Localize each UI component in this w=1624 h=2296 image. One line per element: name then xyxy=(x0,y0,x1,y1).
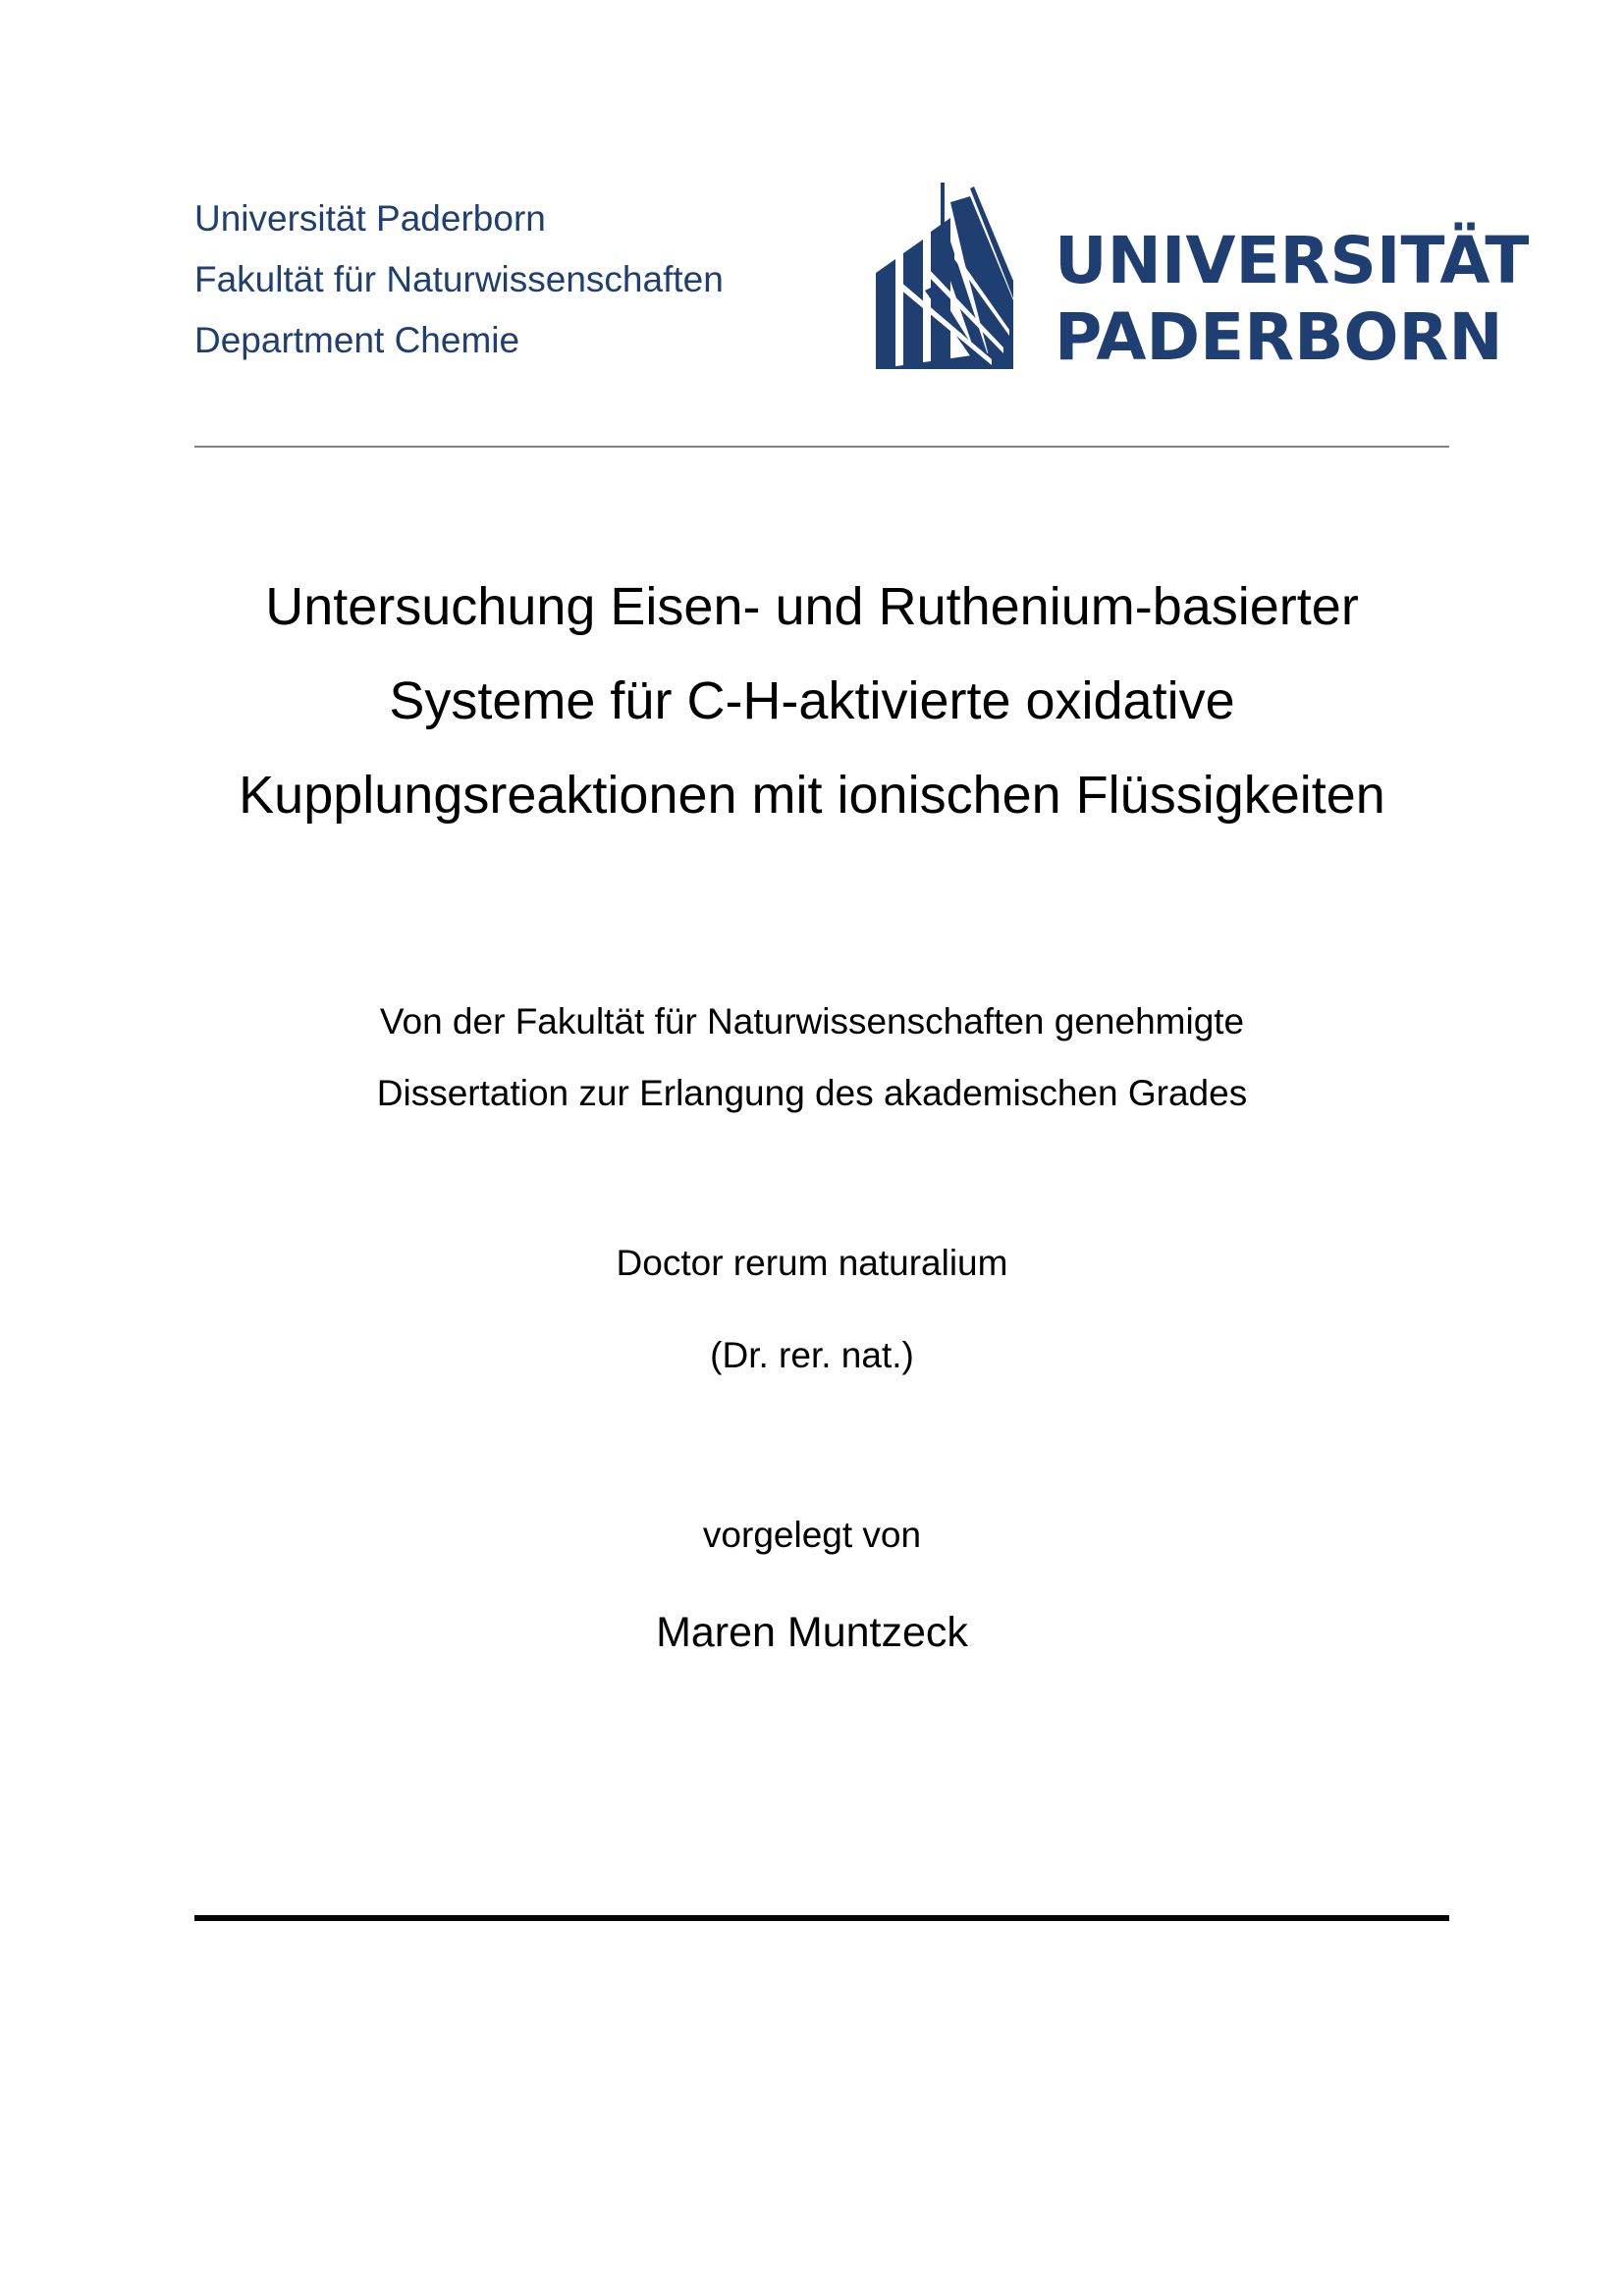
logo-text-line-1: UNIVERSITÄT xyxy=(1055,223,1530,298)
faculty-header xyxy=(194,188,882,371)
header-divider xyxy=(194,446,1449,448)
department-name: Department Chemie xyxy=(194,320,520,360)
footer-divider xyxy=(194,1915,1449,1921)
thesis-title xyxy=(145,560,1479,842)
description-line: Von der Fakultät für Naturwissenschaften genehmigte xyxy=(379,1001,1245,1041)
dissertation-description xyxy=(145,986,1479,1129)
degree-name: Doctor rerum naturalium xyxy=(616,1243,1008,1283)
title-line: Kupplungsreaktionen mit ionischen Flüssigkeiten xyxy=(239,766,1385,825)
university-name: Universität Paderborn xyxy=(194,198,546,239)
university-logo xyxy=(876,183,1530,375)
title-line: Untersuchung Eisen- und Ruthenium-basierter xyxy=(265,577,1359,636)
description-line: Dissertation zur Erlangung des akademischen Grades xyxy=(376,1073,1248,1113)
logo-text-line-2: PADERBORN xyxy=(1055,299,1503,375)
title-line: Systeme für C-H-aktivierte oxidative xyxy=(389,671,1235,730)
submitted-by-label: vorgelegt von xyxy=(702,1515,922,1555)
author-name: Maren Muntzeck xyxy=(656,1609,968,1656)
degree-block xyxy=(145,1217,1479,1402)
faculty-name: Fakultät für Naturwissenschaften xyxy=(194,259,724,299)
degree-abbreviation: (Dr. rer. nat.) xyxy=(710,1335,914,1375)
